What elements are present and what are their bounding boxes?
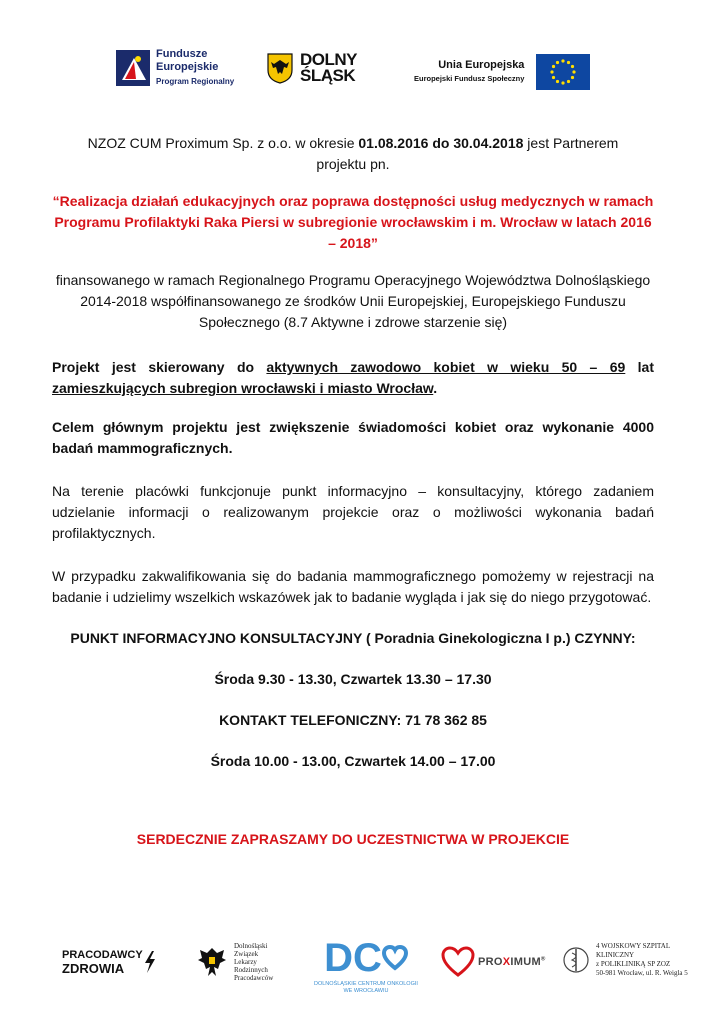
eu-flag-icon [536,54,590,90]
proximum-x: X [502,956,511,968]
zwiazek-l1: Dolnośląski [234,942,268,950]
intro-paragraph [62,133,644,175]
pracodawcy-line1: PRACODAWCY [62,949,143,961]
unia-line1: Unia Europejska [438,59,525,71]
szpital-wojskowy-logo [562,942,688,978]
dolny-slask-eagle-icon [266,52,294,84]
fundusze-line1: Fundusze [156,48,208,60]
target-text-2: lat [625,359,654,375]
punkt-heading: PUNKT INFORMACYJNO KONSULTACYJNY ( Poradnia Ginekologiczna I p.) CZYNNY: [70,630,636,646]
document-body [52,133,654,850]
szpital-l4: 50-981 Wrocław, ul. R. Weigla 5 [596,969,688,977]
target-region: zamieszkujących subregion wrocławski i miasto Wrocław [52,380,434,396]
fundusze-line2: Europejskie [156,61,219,73]
zwiazek-l3: Lekarzy [234,958,257,966]
fundusze-europejskie-emblem-icon [116,50,150,86]
target-paragraph [52,357,654,399]
proximum-wordmark [478,956,546,968]
proximum-imum: IMUM [510,956,541,968]
invitation: SERDECZNIE ZAPRASZAMY DO UCZESTNICTWA W PROJEKCIE [136,831,570,847]
header-logos [0,44,724,104]
project-dates: 01.08.2016 do 30.04.2018 [358,135,524,151]
unia-europejska-logo [414,54,590,90]
qualify-paragraph: W przypadku zakwalifikowania się do badania mammograficznego pomożemy w rejestracji na badanie i udzielimy wszelkich wskazówek jak to badanie wygląda i jak się do niego przygotować. [52,568,654,605]
dolny-slask-line1: DOLNY [300,50,357,69]
project-title: “Realizacja działań edukacyjnych oraz poprawa dostępności usług medycznych w ramach Programu Profilaktyki Raka Piersi w subregionie wrocławskim i m. Wrocław w latach 2016 – 2018” [52,193,654,251]
funding-paragraph: finansowanego w ramach Regionalnego Programu Operacyjnego Województwa Dolnośląskiego 2014-2018 współfinansowanego ze środków Unii Europejskiej, Europejskiego Funduszu Społecznego (8.7 Aktywne i zdrowe starzenie się) [55,272,651,330]
intro-text-1: NZOZ CUM Proximum Sp. z o.o. w okresie [87,135,359,151]
heart-outline-icon [440,946,476,978]
pracodawcy-zdrowia-logo [62,948,157,976]
zwiazek-lekarzy-logo [196,942,273,982]
dco-logo [314,938,418,995]
pracodawcy-line2: ZDROWIA [62,961,125,976]
proximum-mark: ® [540,956,546,963]
fundusze-europejskie-logo [116,48,234,88]
dco-sub2: WE WROCŁAWIU [343,988,389,994]
zwiazek-l5: Pracodawców [234,974,274,982]
unia-line2: Europejski Fundusz Społeczny [414,74,525,83]
intro-text-2: jest Partnerem projektu pn. [316,135,619,172]
target-group: aktywnych zawodowo kobiet w wieku 50 – 69 [266,359,626,375]
target-text-1: Projekt jest skierowany do [52,359,267,375]
szpital-l3: z POLIKLINIKĄ SP ZOZ [596,960,671,968]
footer-logos [0,938,724,1008]
proximum-pro: PRO [478,956,503,968]
proximum-logo [440,946,546,978]
goal-paragraph: Celem głównym projektu jest zwiększenie świadomości kobiet oraz wykonanie 4000 badań mammograficznych. [52,419,654,456]
info-point-paragraph: Na terenie placówki funkcjonuje punkt informacyjno – konsultacyjny, którego zadaniem udzielanie informacji o realizowanym projekcie oraz o możliwości wykonania badań profilaktycznych. [52,483,654,541]
caduceus-emblem-icon [562,943,590,977]
dolny-slask-logo [266,52,357,84]
phone-hours: Środa 10.00 - 13.00, Czwartek 14.00 – 17.00 [210,753,496,769]
eagle-crest-icon [196,945,228,979]
phone-line: KONTAKT TELEFONICZNY: 71 78 362 85 [219,712,487,728]
target-text-3: . [433,380,438,396]
dco-sub1: DOLNOŚLĄSKIE CENTRUM ONKOLOGII [314,981,418,987]
zwiazek-l4: Rodzinnych [234,966,268,974]
heart-ring-icon [382,945,408,971]
szpital-l2: KLINICZNY [596,951,635,959]
zwiazek-l2: Związek [234,950,259,958]
lightning-icon [143,950,157,974]
dolny-slask-line2: ŚLĄSK [300,66,356,85]
fundusze-line3: Program Regionalny [156,77,235,86]
szpital-l1: 4 WOJSKOWY SZPITAL [596,942,671,950]
punkt-hours: Środa 9.30 - 13.30, Czwartek 13.30 – 17.30 [214,671,492,687]
dco-letters: DC [324,936,382,980]
